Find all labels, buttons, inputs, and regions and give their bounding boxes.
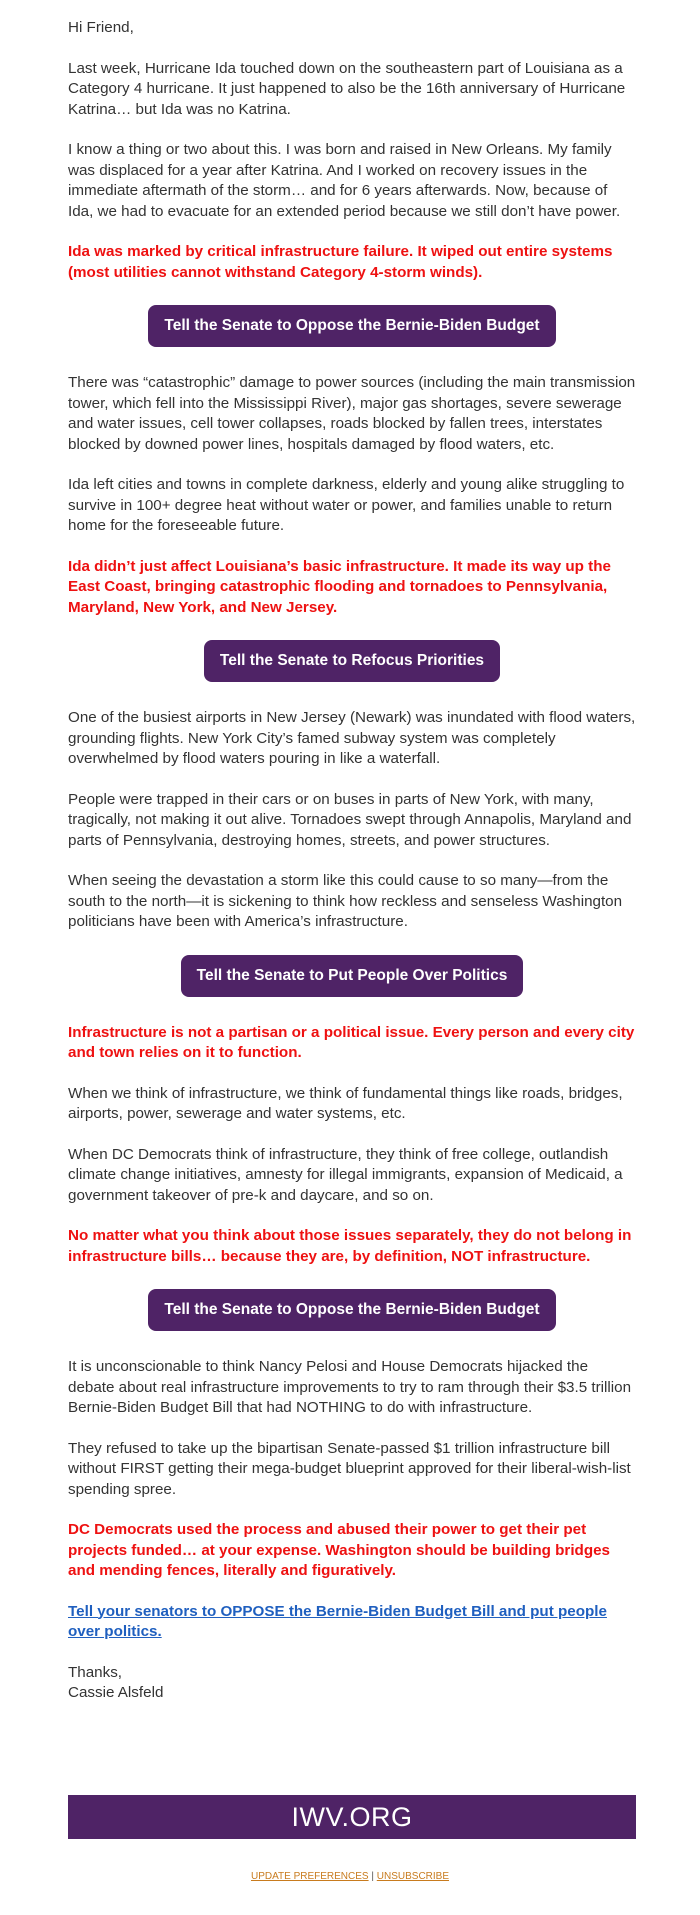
paragraph-dc-democrats: When DC Democrats think of infrastructure, they think of free college, outlandish climate change initiatives, amnesty for illegal immigrants, expansion of Medicaid, a government takeover of pre-k and daycare, and so on.: [68, 1145, 623, 1204]
cta-row-2: [68, 640, 636, 682]
callout-not-partisan: Infrastructure is not a partisan or a political issue. Every person and every city and town relies on it to function.: [68, 1023, 635, 1061]
email-body: [68, 18, 636, 1704]
brand-footer-bar[interactable]: [68, 1795, 636, 1839]
paragraph-trapped: People were trapped in their cars or on buses in parts of New York, with many, tragically, not making it out alive. Tornadoes swept through Annapolis, Maryland and parts of Pennsylvania, destroying homes, streets, and power structures.: [68, 790, 632, 849]
paragraph-refused: They refused to take up the bipartisan Senate-passed $1 trillion infrastructure bill without FIRST getting their mega-budget blueprint approved for their liberal-wish-list spending spree.: [68, 1439, 631, 1498]
paragraph-hurricane-ida: Last week, Hurricane Ida touched down on the southeastern part of Louisiana as a Category 4 hurricane. It just happened to also be the 16th anniversary of Hurricane Katrina… but Ida was no Katrina.: [68, 59, 626, 118]
paragraph-newark: One of the busiest airports in New Jersey (Newark) was inundated with flood waters, grounding flights. New York City’s famed subway system was completely overwhelmed by flood waters pouring in like a waterfall.: [68, 709, 636, 767]
oppose-budget-button[interactable]: Tell the Senate to Oppose the Bernie-Biden Budget: [148, 305, 555, 347]
refocus-priorities-button[interactable]: Tell the Senate to Refocus Priorities: [204, 640, 500, 682]
footer-links: [0, 1870, 700, 1884]
greeting: Hi Friend,: [68, 19, 134, 36]
signature: Cassie Alsfeld: [68, 1684, 164, 1701]
cta-row-4: [68, 1289, 636, 1331]
paragraph-unconscionable: It is unconscionable to think Nancy Pelosi and House Democrats hijacked the debate about real infrastructure improvements to try to ram through their $3.5 trillion Bernie-Biden Budget Bill that had NOTHING to do with infrastructure.: [68, 1358, 632, 1416]
callout-not-infrastructure: No matter what you think about those issues separately, they do not belong in infrastructure bills… because they are, by definition, NOT infrastructure.: [68, 1227, 632, 1265]
cta-row-1: [68, 305, 636, 347]
paragraph-we-think: When we think of infrastructure, we think of fundamental things like roads, bridges, airports, power, sewerage and water systems, etc.: [68, 1084, 623, 1122]
unsubscribe-link[interactable]: UNSUBSCRIBE: [376, 1871, 450, 1882]
footer-separator: |: [371, 1871, 374, 1882]
update-preferences-link[interactable]: UPDATE PREFERENCES: [250, 1871, 369, 1882]
brand-logo: IWV.ORG: [291, 1802, 413, 1832]
cta-row-3: [68, 955, 636, 997]
paragraph-darkness: Ida left cities and towns in complete darkness, elderly and young alike struggling to survive in 100+ degree heat without water or power, and families unable to return home for the foreseeable future.: [68, 476, 625, 534]
paragraph-devastation: When seeing the devastation a storm like this could cause to so many—from the south to the north—it is sickening to think how reckless and senseless Washington politicians have been with America’s infrastructure.: [68, 872, 623, 930]
cta-link-paragraph: [68, 1602, 636, 1643]
signoff: Thanks,: [68, 1663, 123, 1681]
callout-east-coast: Ida didn’t just affect Louisiana’s basic infrastructure. It made its way up the East Coast, bringing catastrophic flooding and tornadoes to Pennsylvania, Maryland, New York, and New Jersey.: [68, 557, 611, 616]
people-over-politics-button[interactable]: Tell the Senate to Put People Over Politics: [181, 955, 524, 997]
oppose-budget-button-2[interactable]: Tell the Senate to Oppose the Bernie-Biden Budget: [148, 1289, 555, 1331]
paragraph-catastrophic-damage: There was “catastrophic” damage to power sources (including the main transmission tower, which fell into the Mississippi River), major gas shortages, severe sewerage and water issues, cell tower collapses, roads blocked by fallen trees, interstates blocked by downed power lines, hospitals damaged by flood waters, etc.: [68, 374, 636, 453]
callout-abused-power: DC Democrats used the process and abused their power to get their pet projects funded… at your expense. Washington should be building bridges and mending fences, literally and figuratively.: [68, 1521, 611, 1579]
paragraph-new-orleans: I know a thing or two about this. I was born and raised in New Orleans. My family was displaced for a year after Katrina. And I worked on recovery issues in the immediate aftermath of the storm… and for 6 years afterwards. Now, because of Ida, we had to evacuate for an extended period because we still don’t have power.: [68, 141, 621, 220]
oppose-budget-link[interactable]: Tell your senators to OPPOSE the Bernie-Biden Budget Bill and put people over politics.: [68, 1602, 607, 1640]
callout-infrastructure-failure: Ida was marked by critical infrastructure failure. It wiped out entire systems (most utilities cannot withstand Category 4-storm winds).: [68, 243, 613, 281]
